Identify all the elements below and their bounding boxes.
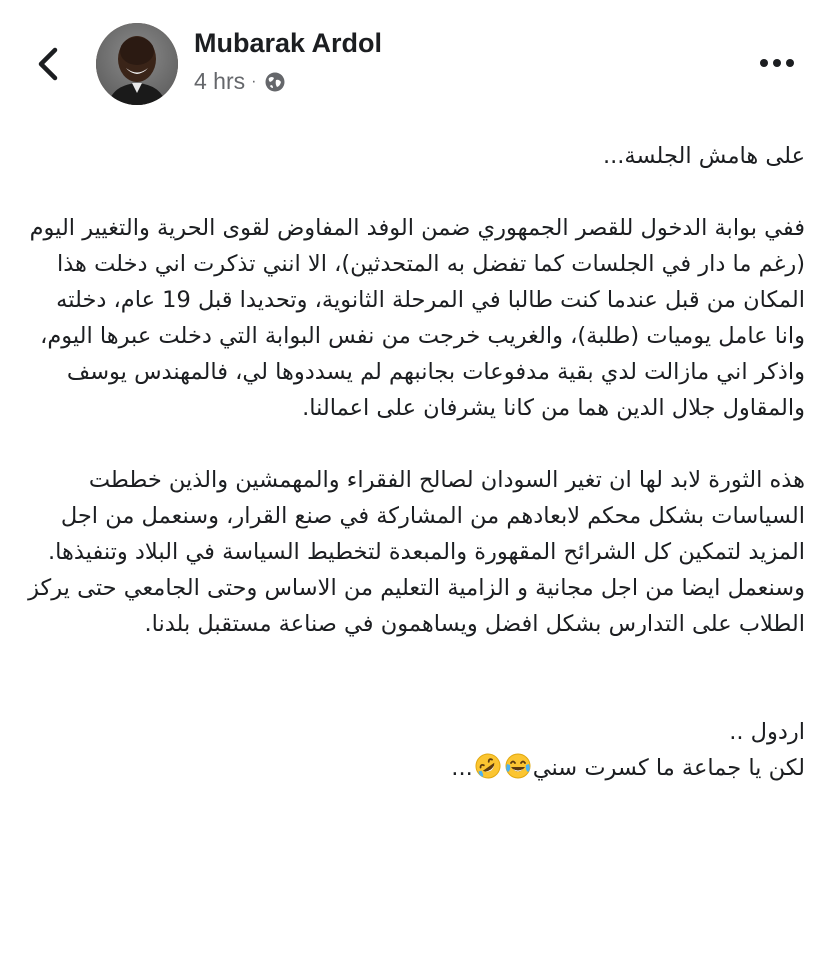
author-name[interactable]: Mubarak Ardol bbox=[194, 28, 383, 58]
paragraph-gap bbox=[28, 426, 805, 462]
post-paragraph: وسنعمل ايضا من اجل مجانية و الزامية التعليم من الاساس وحتى الجامعي حتى يركز الطلاب على التدارس بشكل افضل ويساهمون في صناعة مستقبل بلدنا. bbox=[28, 575, 805, 637]
post-paragraph: ففي بوابة الدخول للقصر الجمهوري ضمن الوفد المفاوض لقوى الحرية والتغيير اليوم (رغم ما دار في الجلسات كما تفضل به المتحدثين)، الا انني تذكرت اني دخلت هذا المكان من قبل عندما كنت طالبا في المرحلة الثانوية، وتحديدا قبل 19 عام، دخلته وانا عامل يوميات (طلبة)، والغريب خرجت من نفس البوابة التي دخلت عبرها اليوم، واذكر اني مازالت لدي بقية مدفوعات بجانبهم لم يسددوها لي، فالمهندس يوسف والمقاول جلال الدين هما من كانا يشرفان على اعمالنا. bbox=[29, 215, 805, 421]
post-line-ellipsis: ... bbox=[451, 755, 473, 781]
paragraph-gap bbox=[28, 642, 805, 714]
rolling-on-floor-laughing-icon bbox=[474, 752, 502, 780]
post-meta bbox=[194, 68, 286, 95]
more-options-button[interactable] bbox=[752, 48, 802, 78]
globe-icon[interactable] bbox=[264, 71, 286, 93]
paragraph-gap bbox=[28, 174, 805, 210]
post-paragraph: هذه الثورة لابد لها ان تغير السودان لصالح الفقراء والمهمشين والذين خططت السياسات بشكل محكم لابعادهم من المشاركة في صنع القرار، وسنعمل من اجل المزيد لتمكين كل الشرائح المقهورة والمبعدة لتخطيط السياسة في البلاد وتنفيذها. bbox=[47, 467, 805, 565]
face-with-tears-of-joy-icon bbox=[504, 752, 532, 780]
post-last-line bbox=[28, 750, 805, 786]
post-header bbox=[0, 0, 832, 130]
post-paragraph: على هامش الجلسة... bbox=[602, 143, 805, 169]
post-text bbox=[28, 138, 805, 786]
back-button[interactable] bbox=[26, 38, 70, 90]
more-horizontal-icon bbox=[757, 58, 797, 68]
post-line-text: لكن يا جماعة ما كسرت سني bbox=[532, 755, 805, 781]
profile-photo bbox=[96, 23, 178, 105]
avatar[interactable] bbox=[96, 23, 178, 105]
timestamp[interactable]: 4 hrs bbox=[194, 68, 246, 94]
meta-separator: · bbox=[251, 72, 257, 90]
chevron-left-icon bbox=[36, 46, 60, 82]
post-paragraph: اردول .. bbox=[729, 719, 805, 745]
